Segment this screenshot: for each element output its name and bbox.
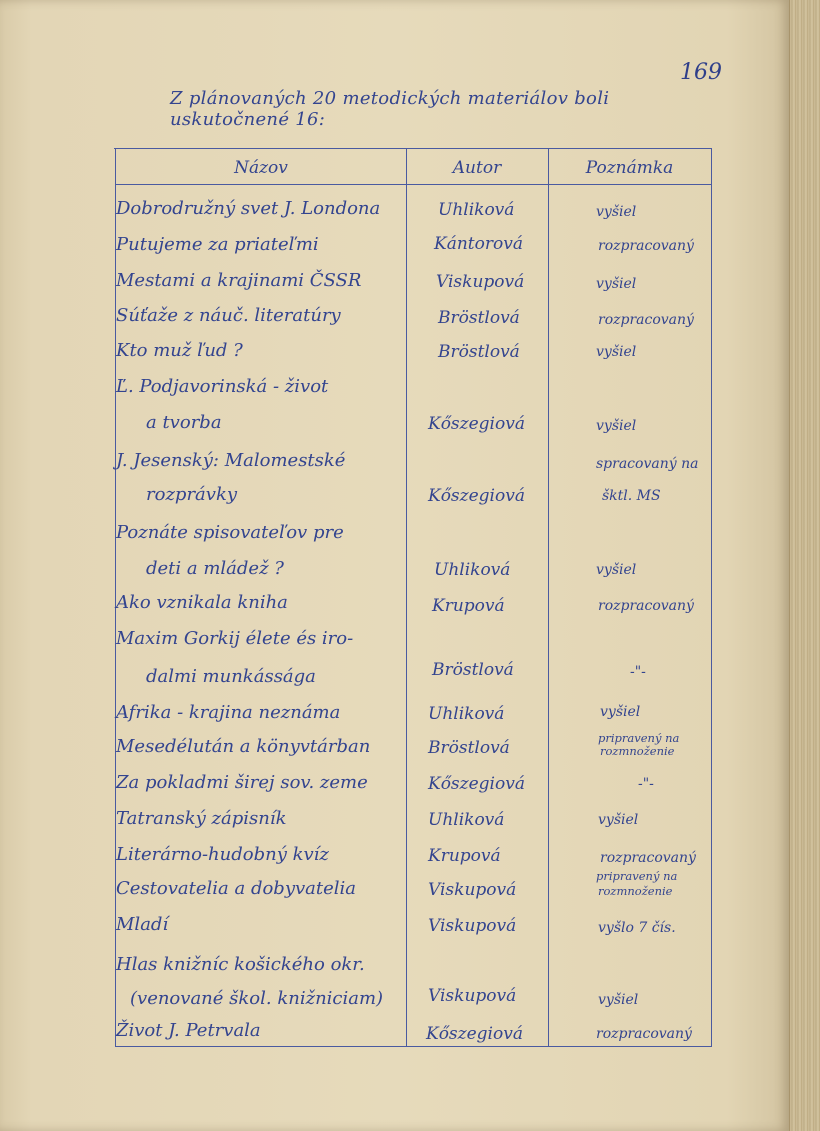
row-author: Viskupová <box>428 916 517 936</box>
column-header-author: Autor <box>452 158 502 178</box>
row-author: Viskupová <box>428 986 517 1006</box>
row-note: vyšiel <box>596 562 637 578</box>
row-author: Viskupová <box>436 272 525 292</box>
materials-table <box>115 148 712 1047</box>
row-title: Maxim Gorkij élete és iro- <box>116 628 354 649</box>
row-title: Mestami a krajinami ČSSR <box>116 270 362 291</box>
row-author: Kőszegiová <box>428 774 525 794</box>
row-note: spracovaný na <box>596 456 699 472</box>
column-divider-2 <box>548 148 549 1046</box>
row-author: Kőszegiová <box>428 486 525 506</box>
row-note: pripravený na <box>598 731 680 745</box>
row-note: šktl. MS <box>602 488 661 504</box>
row-note: rozpracovaný <box>598 238 694 254</box>
row-title: Mesedélután a könyvtárban <box>116 736 371 757</box>
row-note: vyšiel <box>598 812 639 828</box>
book-page-edges <box>789 0 820 1131</box>
row-title: Za pokladmi širej sov. zeme <box>116 772 368 793</box>
row-note: vyšiel <box>596 276 637 292</box>
row-author: Uhliková <box>428 810 505 830</box>
row-note: rozpracovaný <box>598 598 694 614</box>
row-title: Kto muž ľud ? <box>116 340 243 361</box>
row-title: Literárno-hudobný kvíz <box>116 844 329 865</box>
column-header-title: Názov <box>234 158 288 178</box>
row-title: Ľ. Podjavorinská - život <box>116 376 329 397</box>
row-title: Tatranský zápisník <box>116 808 287 829</box>
row-note: vyšiel <box>596 204 637 220</box>
row-note: vyšiel <box>598 992 639 1008</box>
row-title: a tvorba <box>146 412 222 433</box>
row-note: pripravený na <box>596 869 678 883</box>
row-author: Uhliková <box>434 560 511 580</box>
row-title: Hlas knižníc košického okr. <box>116 954 365 975</box>
row-note: vyšiel <box>600 704 641 720</box>
row-title: Ako vznikala kniha <box>116 592 288 613</box>
column-header-note: Poznámka <box>585 158 674 178</box>
row-author: Uhliková <box>428 704 505 724</box>
table-top-rule <box>114 148 711 149</box>
row-author: Bröstlová <box>438 308 520 328</box>
row-title: Poznáte spisovateľov pre <box>116 522 344 543</box>
table-header-rule <box>116 184 711 185</box>
row-note: rozpracovaný <box>600 850 696 866</box>
row-author: Bröstlová <box>432 660 514 680</box>
page-heading: Z plánovaných 20 metodických materiálov boli uskutočnené 16: <box>170 88 610 130</box>
row-note: vyšiel <box>596 418 637 434</box>
row-note: vyšlo 7 čís. <box>598 920 676 936</box>
row-title: Afrika - krajina neznáma <box>116 702 341 723</box>
row-title: Súťaže z náuč. literatúry <box>116 305 341 326</box>
row-author: Krupová <box>428 846 501 866</box>
row-title: dalmi munkássága <box>146 666 316 687</box>
row-note: -"- <box>638 776 654 792</box>
row-note: rozmnoženie <box>600 744 675 758</box>
row-title: J. Jesenský: Malomestské <box>116 450 346 471</box>
row-note: vyšiel <box>596 344 637 360</box>
row-author: Kőszegiová <box>426 1024 523 1044</box>
row-author: Kőszegiová <box>428 414 525 434</box>
row-note: rozpracovaný <box>596 1026 692 1042</box>
row-note: rozmnoženie <box>598 884 673 898</box>
row-title: Mladí <box>116 914 169 935</box>
row-author: Viskupová <box>428 880 517 900</box>
row-author: Krupová <box>432 596 505 616</box>
row-author: Bröstlová <box>438 342 520 362</box>
row-note: -"- <box>630 664 646 680</box>
page-number: 169 <box>680 60 722 85</box>
row-title: Putujeme za priateľmi <box>116 234 319 255</box>
row-title: rozprávky <box>146 484 238 505</box>
row-title: Cestovatelia a dobyvatelia <box>116 878 357 899</box>
row-title: Život J. Petrvala <box>116 1020 261 1041</box>
row-author: Kántorová <box>434 234 523 254</box>
row-title: Dobrodružný svet J. Londona <box>116 198 381 219</box>
column-divider-1 <box>406 148 407 1046</box>
row-author: Uhliková <box>438 200 515 220</box>
row-title: deti a mládež ? <box>146 558 284 579</box>
row-note: rozpracovaný <box>598 312 694 328</box>
row-title: (venované škol. knižniciam) <box>130 988 384 1009</box>
row-author: Bröstlová <box>428 738 510 758</box>
